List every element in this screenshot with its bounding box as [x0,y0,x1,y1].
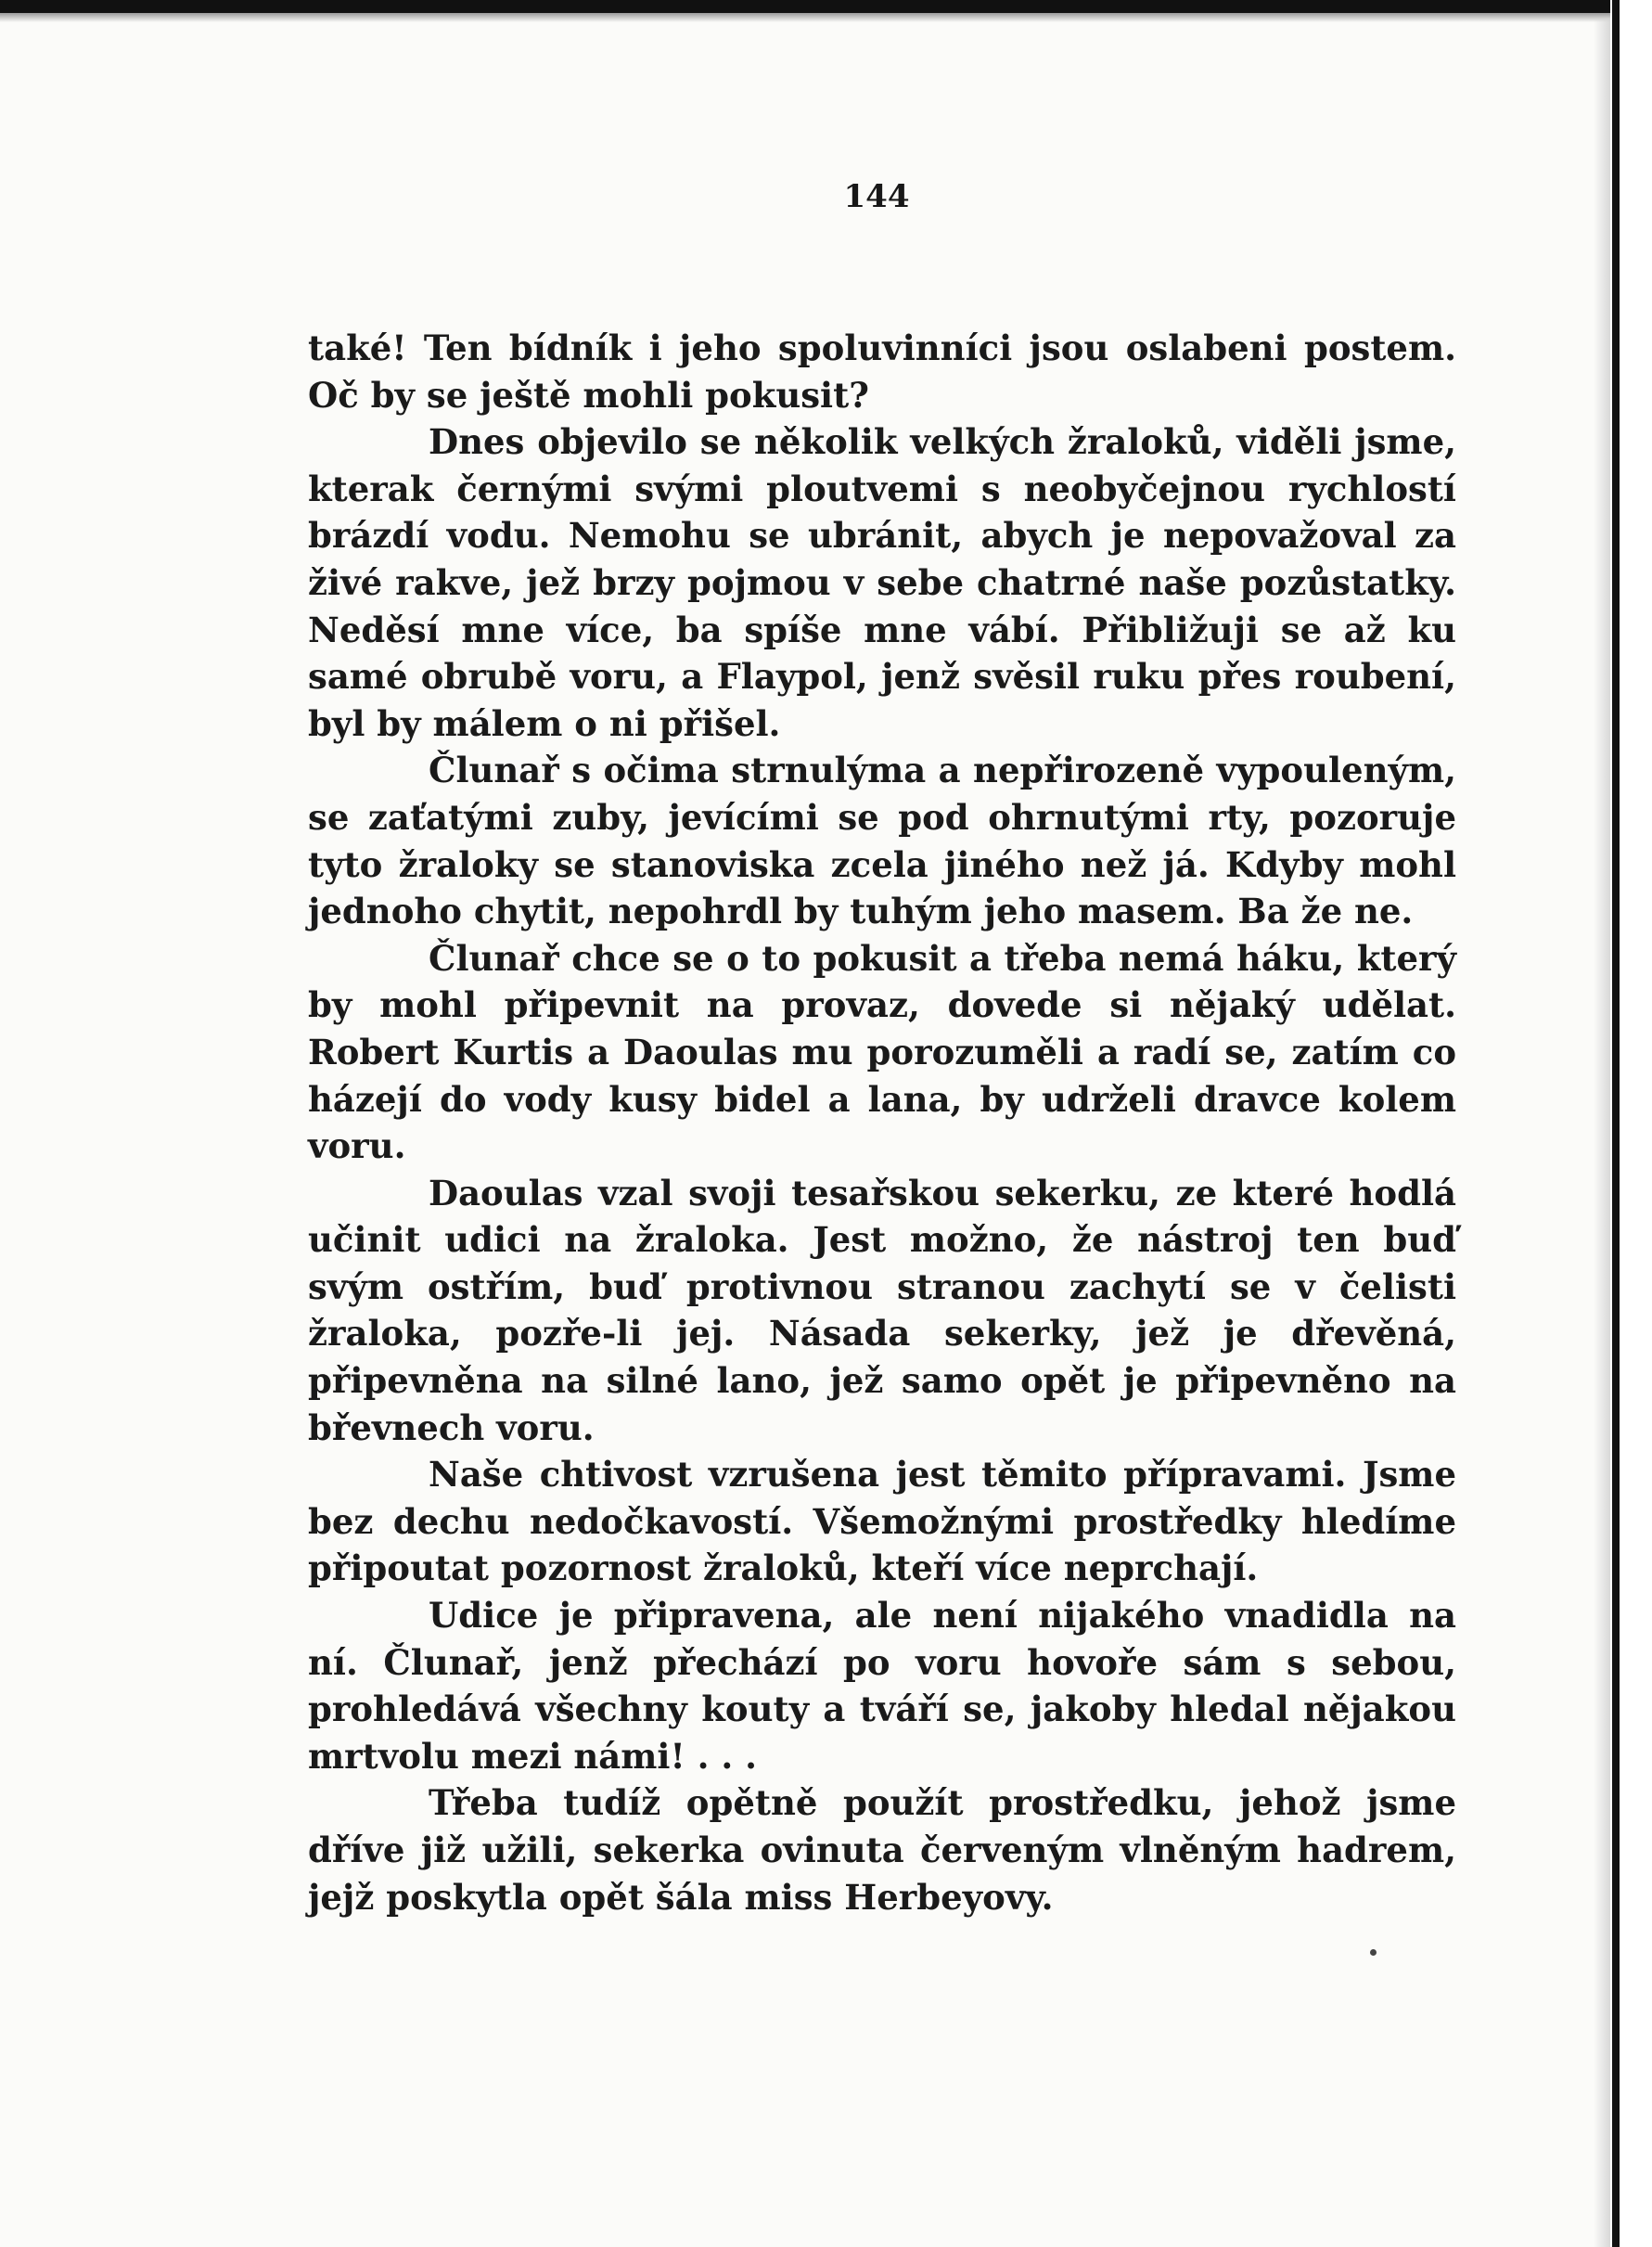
body-text [308,325,1456,1920]
paragraph-1: také! Ten bídník i jeho spoluvinníci jsou oslabeni postem. Oč by se ještě mohli pokusit? [308,327,1456,416]
page-right-edge [1612,0,1620,2247]
paragraph-5: Daoulas vzal svoji tesařskou sekerku, ze které hodlá učinit udici na žraloka. Jest možno, že nástroj ten buď svým ostřím, buď protivnou stranou zachytí se v čelisti žraloka, pozře-li jej. Násada sekerky, jež je dřevěná, připevněna na silné lano, jež samo opět je připevněno na břevnech voru. [308,1172,1456,1448]
paragraph-6: Naše chtivost vzrušena jest těmito přípravami. Jsme bez dechu nedočkavostí. Všemožnými prostředky hledíme připoutat pozornost žraloků, kteří více neprchají. [308,1454,1456,1589]
paragraph-7: Udice je připravena, ale není nijakého vnadidla na ní. Člunař, jenž přechází po voru hovoře sám s sebou, prohledává všechny kouty a tváří se, jakoby hledal nějakou mrtvolu mezi námi! . . . [308,1595,1456,1777]
paragraph-4: Člunař chce se o to pokusit a třeba nemá háku, který by mohl připevnit na provaz, dovede si nějaký udělat. Robert Kurtis a Daoulas mu porozuměli a radí se, zatím co házejí do vody kusy bidel a lana, by udrželi dravce kolem voru. [308,937,1456,1167]
ink-speck [1370,1949,1377,1956]
paragraph-2: Dnes objevilo se několik velkých žraloků, viděli jsme, kterak černými svými ploutvemi s neobyčejnou rychlostí brázdí vodu. Nemohu se ubránit, abych je nepovažoval za živé rakve, jež brzy pojmou v sebe chatrné naše pozůstatky. Neděsí mne více, ba spíše mne vábí. Přibližuji se až ku samé obrubě voru, a Flaypol, jenž svěsil ruku přes roubení, byl by málem o ni přišel. [308,421,1456,744]
page-number: 144 [843,178,910,215]
page-fold-shadow [1594,19,1612,2247]
paragraph-3: Člunař s očima strnulýma a nepřirozeně vypouleným, se zaťatými zuby, jevícími se pod ohrnutými rty, pozoruje tyto žraloky se stanoviska zcela jiného než já. Kdyby mohl jednoho chytit, nepohrdl by tuhým jeho masem. Ba že ne. [308,750,1456,932]
paragraph-8: Třeba tudíž opětně použít prostředku, jehož jsme dříve již užili, sekerka ovinuta červeným vlněným hadrem, jejž poskytla opět šála miss Herbeyovy. [308,1782,1456,1918]
page-top-shadow [0,13,1652,22]
page-top-edge [0,0,1652,13]
